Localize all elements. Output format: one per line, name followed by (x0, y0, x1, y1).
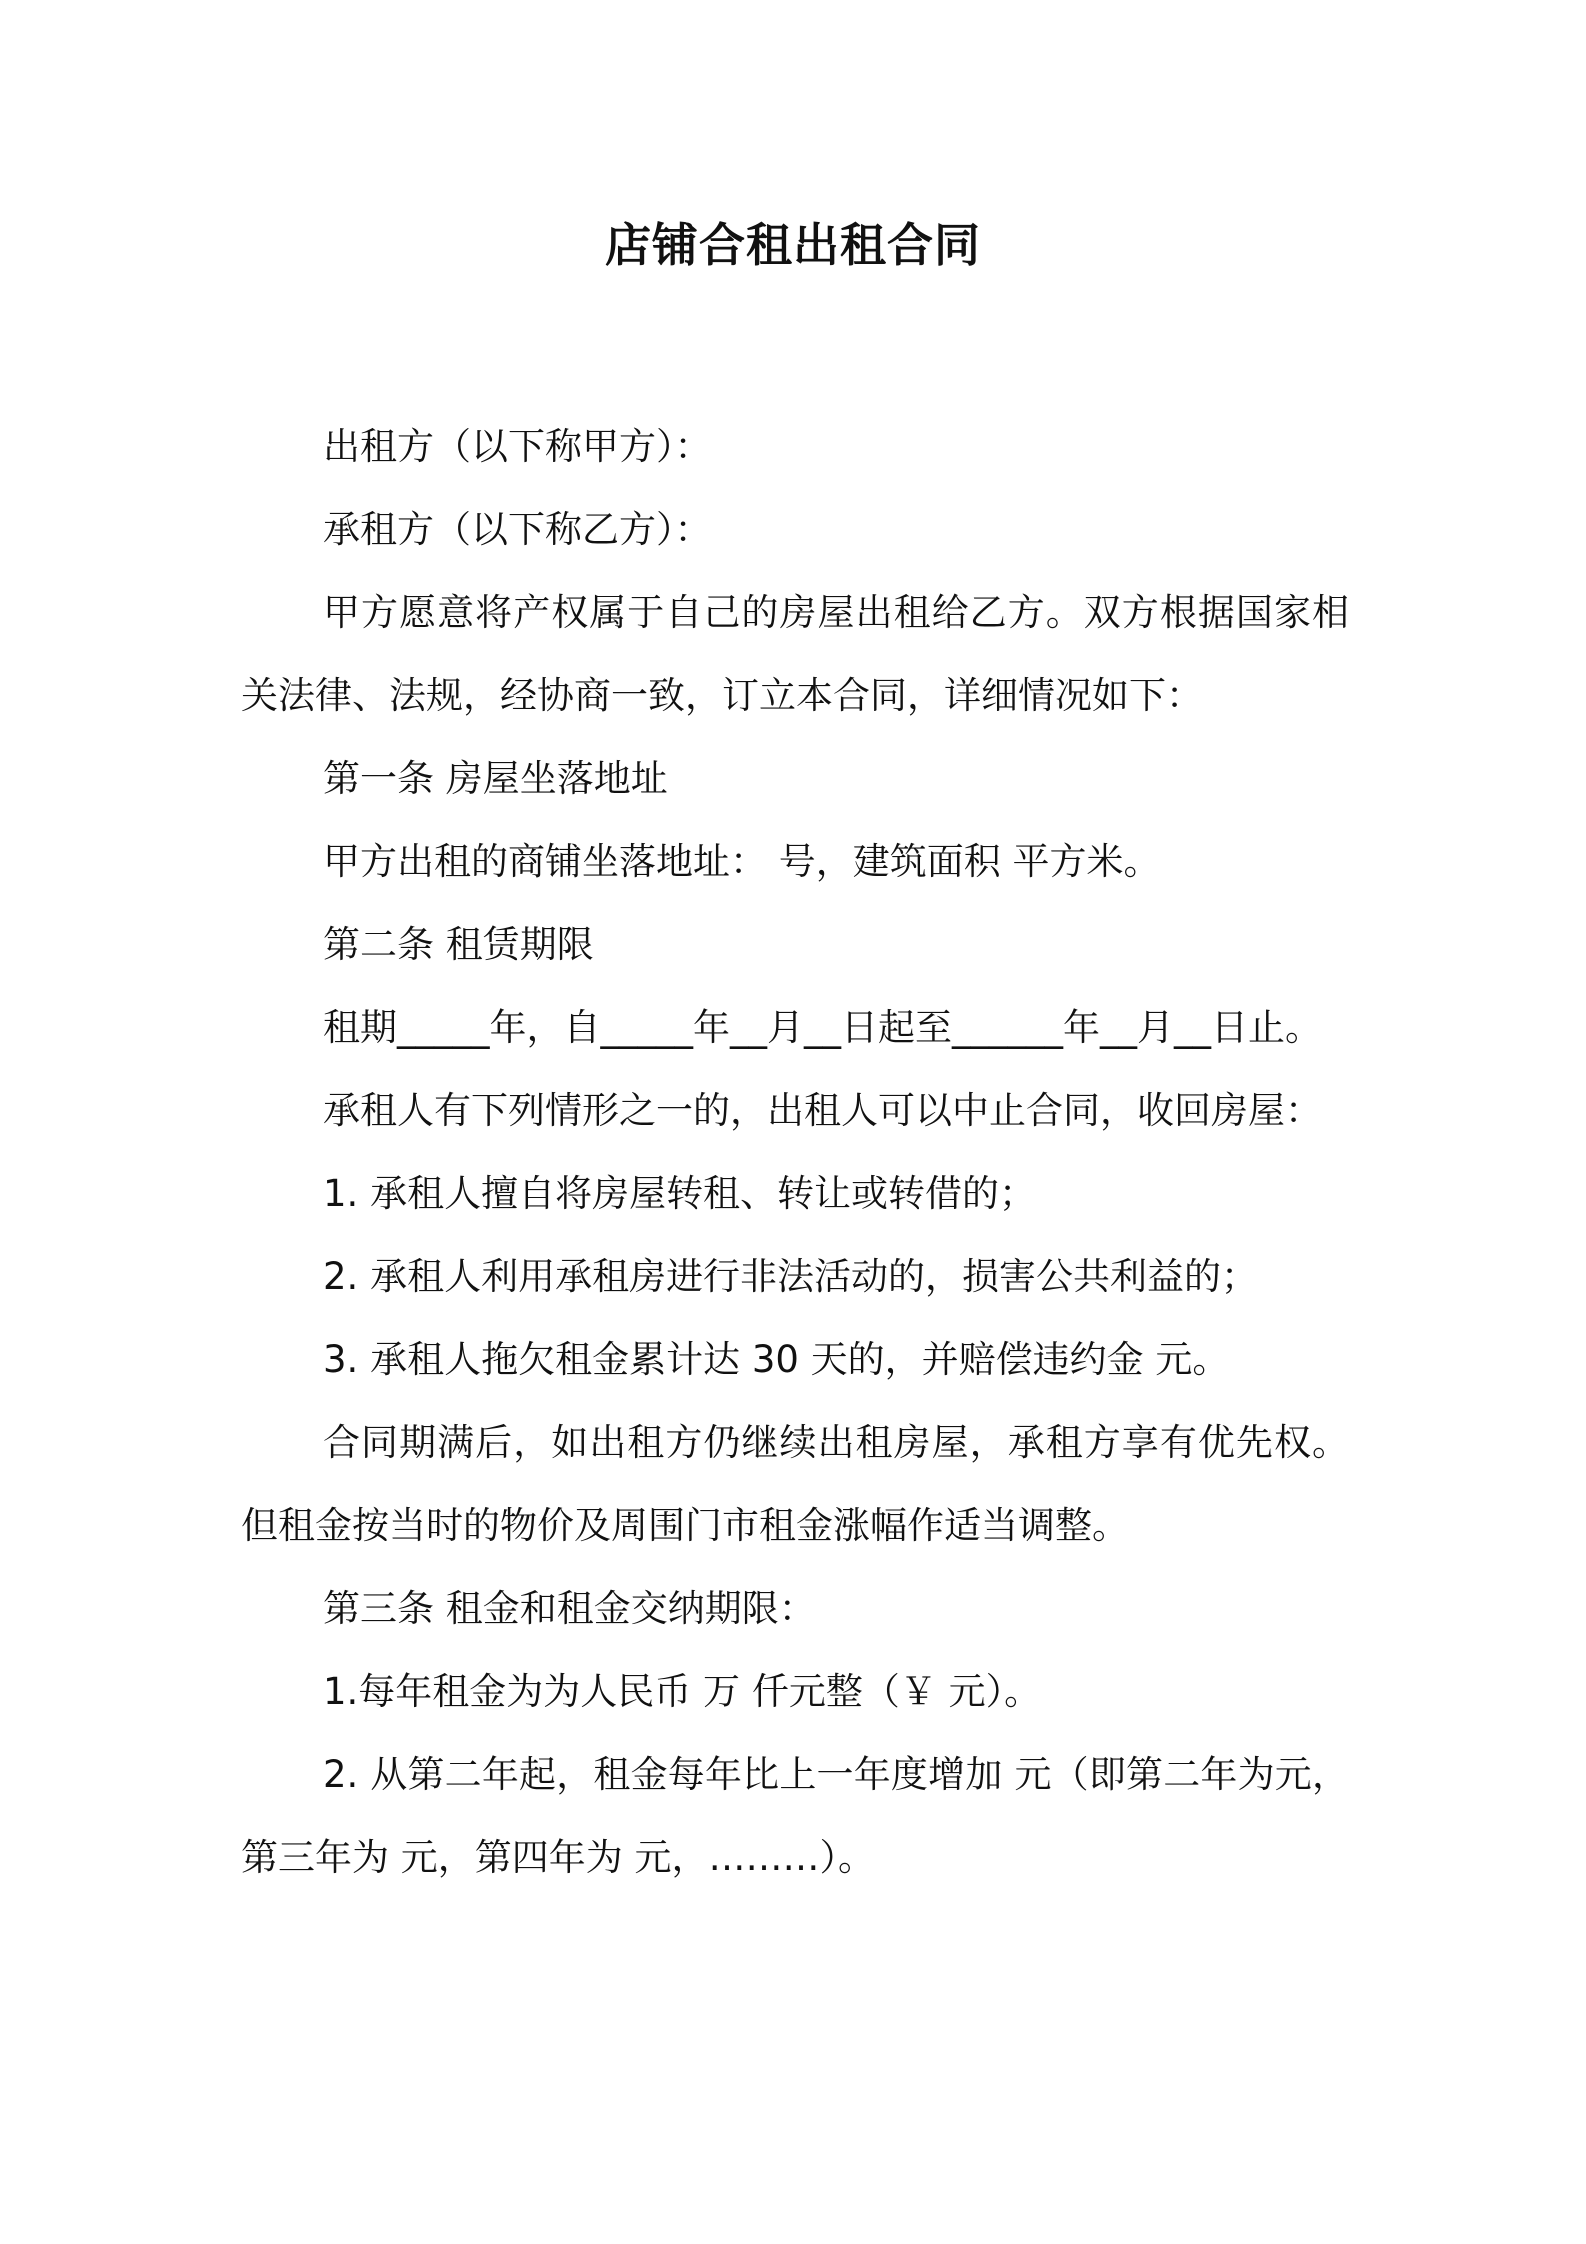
article-3-heading: 第三条 租金和租金交纳期限： (323, 1587, 816, 1630)
property-address-paragraph: 甲方出租的商铺坐落地址： 号，建筑面积 平方米。 (323, 840, 1161, 883)
renewal-priority-paragraph: 合同期满后，如出租方仍继续出租房屋，承租方享有优先权。但租金按当时的物价及周围门市租金涨幅作适当调整。 (241, 1421, 1349, 1547)
rent-item-1: 1.每年租金为为人民币 万 仟元整（￥ 元）。 (323, 1670, 1042, 1713)
termination-conditions-paragraph: 承租人有下列情形之一的，出租人可以中止合同，收回房屋： (323, 1089, 1322, 1132)
article-1-heading: 第一条 房屋坐落地址 (323, 757, 668, 800)
document-body (241, 405, 1349, 1899)
rent-item-2: 2. 从第二年起，租金每年比上一年度增加 元（即第二年为元，第三年为 元，第四年为 元，………）。 (241, 1753, 1349, 1879)
party-a-line: 出租方（以下称甲方）： (323, 425, 712, 468)
preamble-paragraph: 甲方愿意将产权属于自己的房屋出租给乙方。双方根据国家相关法律、法规，经协商一致，订立本合同，详细情况如下： (241, 591, 1349, 717)
condition-item-3: 3. 承租人拖欠租金累计达 30 天的，并赔偿违约金 元。 (323, 1338, 1230, 1381)
lease-term-paragraph: 租期_____年，自_____年__月__日起至______年__月__日止。 (323, 1006, 1322, 1049)
party-b-line: 承租方（以下称乙方）： (323, 508, 712, 551)
document-title: 店铺合租出租合同 (605, 218, 981, 272)
article-2-heading: 第二条 租赁期限 (323, 923, 594, 966)
condition-item-2: 2. 承租人利用承租房进行非法活动的，损害公共利益的； (323, 1255, 1259, 1298)
condition-item-1: 1. 承租人擅自将房屋转租、转让或转借的； (323, 1172, 1037, 1215)
